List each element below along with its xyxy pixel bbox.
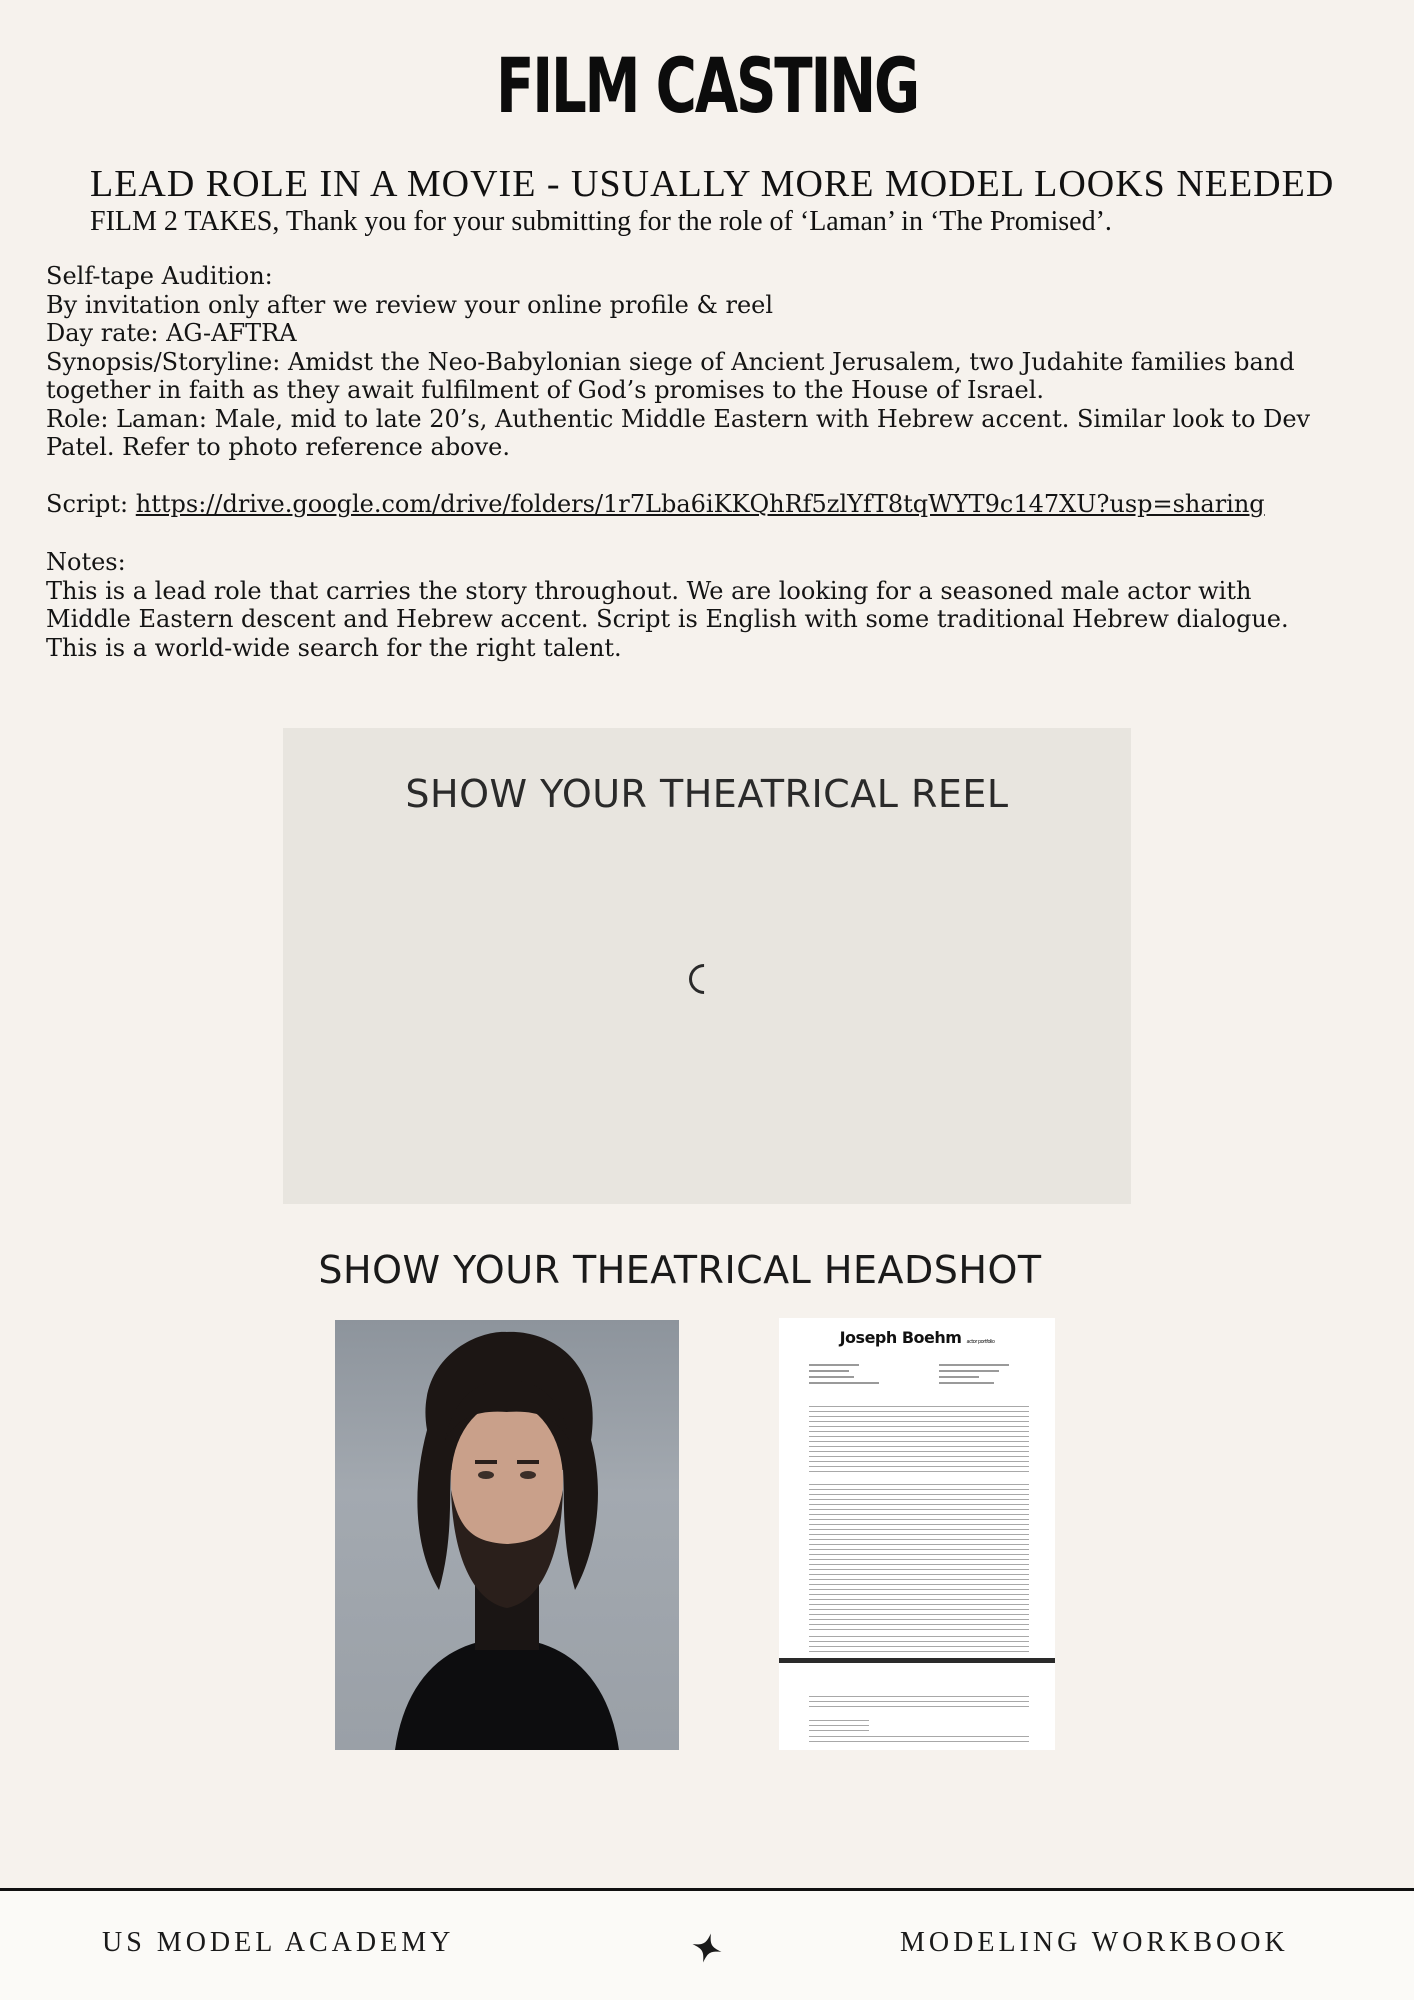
script-section: [46, 490, 1386, 519]
script-link[interactable]: https://drive.google.com/drive/folders/1r7Lba6iKKQhRf5zlYfT8tqWYT9c147XU?usp=sharing: [135, 490, 1265, 518]
reel-title: SHOW YOUR THEATRICAL REEL: [405, 772, 1009, 816]
intro-text: FILM 2 TAKES, Thank you for your submitting for the role of ‘Laman’ in ‘The Promised’.: [90, 206, 1112, 237]
role-line-2: Patel. Refer to photo reference above.: [46, 433, 511, 461]
notes-section: [46, 548, 1386, 662]
script-label: Script:: [46, 490, 129, 518]
notes-line-1: This is a lead role that carries the story throughout. We are looking for a seasoned male actor with: [46, 576, 1252, 605]
resume-document: [779, 1318, 1055, 1750]
subtitle: LEAD ROLE IN A MOVIE - USUALLY MORE MODEL LOOKS NEEDED: [90, 163, 1335, 205]
notes-line-3: This is a world-wide search for the right talent.: [46, 633, 622, 662]
role-line-1: Role: Laman: Male, mid to late 20’s, Authentic Middle Eastern with Hebrew accent. Similar look to Dev: [46, 404, 1311, 433]
loading-spinner-icon: [683, 958, 725, 1000]
casting-details: [46, 262, 1386, 462]
notes-line-2: Middle Eastern descent and Hebrew accent. Script is English with some traditional Hebrew dialogue.: [46, 605, 1289, 633]
day-rate: Day rate: AG-AFTRA: [46, 319, 297, 347]
headshot-title: SHOW YOUR THEATRICAL HEADSHOT: [318, 1248, 1042, 1292]
notes-label: Notes:: [46, 548, 126, 576]
resume-divider: [779, 1658, 1055, 1663]
portrait-illustration: [335, 1320, 679, 1750]
script-line: [46, 490, 1386, 519]
footer: [0, 1891, 1414, 2000]
synopsis-line-1: Synopsis/Storyline: Amidst the Neo-Babylonian siege of Ancient Jerusalem, two Judahite families band: [46, 347, 1295, 376]
footer-right-text: MODELING WORKBOOK: [900, 1927, 1289, 1958]
invitation-text: By invitation only after we review your online profile & reel: [46, 290, 774, 319]
headshot-photo: [335, 1320, 679, 1750]
reel-video-player[interactable]: [283, 728, 1131, 1204]
resume-name: Joseph Boehm actor portfolio: [839, 1328, 995, 1347]
page-title: FILM CASTING: [496, 41, 918, 130]
four-point-star-icon: [690, 1931, 724, 1965]
self-tape-label: Self-tape Audition:: [46, 262, 273, 290]
synopsis-line-2: together in faith as they await fulfilment of God’s promises to the House of Israel.: [46, 376, 1045, 404]
footer-left-text: US MODEL ACADEMY: [102, 1927, 455, 1958]
